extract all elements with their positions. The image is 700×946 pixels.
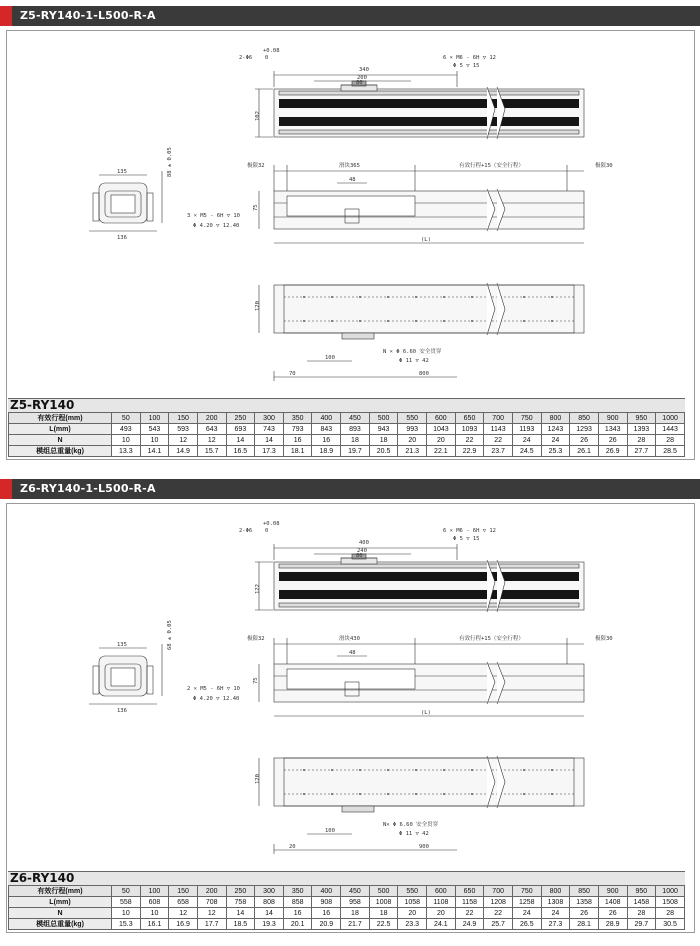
table-cell: 700 [484,413,513,424]
table-cell: 18 [369,435,398,446]
tol-zero: 0 [265,528,269,534]
row-label: 模组总重量(kg) [9,919,112,930]
end-view [89,171,162,231]
table-cell: 14 [255,435,284,446]
table-cell: 150 [169,886,198,897]
counterbore-label: Φ 5 ▽ 15 [453,536,480,542]
table-cell: 28.5 [656,446,685,457]
table-cell: 1408 [598,897,627,908]
table-cell: 28 [656,435,685,446]
table-cell: 28 [627,908,656,919]
table-cell: 400 [312,886,341,897]
dim-slider-80: 80 [356,553,363,559]
mount-bore-label: Φ 11 ▽ 42 [399,831,429,837]
table-cell: 12 [197,908,226,919]
table-cell: 808 [255,897,284,908]
table-cell: 608 [140,897,169,908]
table-row [9,446,685,457]
dim-height: 122 [255,584,261,594]
table-cell: 16.9 [169,919,198,930]
dim-height: 102 [255,111,261,121]
top-view [255,544,584,612]
side-view [259,165,584,243]
table-cell: 22 [455,435,484,446]
table-cell: 18.1 [283,446,312,457]
table-cell: 1143 [484,424,513,435]
top-view [255,71,584,139]
dim-bottom-120: 120 [255,774,261,784]
table-cell: 693 [226,424,255,435]
table-row [9,413,685,424]
side-screws-label: 2 × M5 - 6H ▽ 10 [187,686,240,692]
table-cell: 22.9 [455,446,484,457]
dim-bottom-70: 20 [289,844,296,850]
table-cell: 843 [312,424,341,435]
table-cell: 20.5 [369,446,398,457]
table-cell: 17.7 [197,919,226,930]
dim-bottom-100: 100 [325,828,335,834]
table-cell: 12 [169,435,198,446]
table-cell: 20 [398,435,427,446]
table-cell: 28.9 [598,919,627,930]
dim-end-136: 136 [117,235,127,241]
table-cell: 100 [140,413,169,424]
table-cell: 650 [455,886,484,897]
section-header [0,6,700,26]
dim-slider-80: 80 [356,80,363,86]
table-cell: 24 [512,435,541,446]
table-cell: 1058 [398,897,427,908]
table-cell: 27.7 [627,446,656,457]
table-cell: 20 [427,908,456,919]
table-cell: 20.1 [283,919,312,930]
table-cell: 750 [512,413,541,424]
table-cell: 600 [427,886,456,897]
side-screws-label: 3 × M5 - 6H ▽ 10 [187,213,240,219]
end-left-label: 极限32 [247,636,265,642]
table-cell: 26.9 [598,446,627,457]
dim-side-75: 75 [253,677,259,684]
model-name: Z6-RY140 [10,871,75,885]
table-cell: 16.5 [226,446,255,457]
table-cell: 18.5 [226,919,255,930]
table-cell: 1443 [656,424,685,435]
dim-side-48: 48 [349,650,356,656]
table-cell: 22.5 [369,919,398,930]
table-cell: 1008 [369,897,398,908]
side-bore-label: Φ 4.20 ▽ 12.40 [193,223,240,229]
table-cell: 1458 [627,897,656,908]
table-cell: 26.1 [570,446,599,457]
table-cell: 958 [341,897,370,908]
slider-length-label: 滑块430 [339,636,360,642]
table-cell: 993 [398,424,427,435]
table-cell: 14 [226,908,255,919]
table-cell: 19.3 [255,919,284,930]
table-cell: 600 [427,413,456,424]
table-cell: 14 [226,435,255,446]
table-cell: 29.7 [627,919,656,930]
table-cell: 1158 [455,897,484,908]
table-cell: 26 [598,908,627,919]
model-band [8,398,685,413]
table-cell: 950 [627,413,656,424]
table-cell: 10 [140,908,169,919]
table-cell: 27.3 [541,919,570,930]
table-cell: 150 [169,413,198,424]
stroke-label: 有效行程+15（安全行程） [459,636,524,642]
table-cell: 250 [226,413,255,424]
table-cell: 28 [656,908,685,919]
table-cell: 900 [598,413,627,424]
row-label: N [9,908,112,919]
stroke-label: 有效行程+15（安全行程） [459,163,524,169]
technical-drawing [7,31,694,459]
pin-holes-label: 2-Φ6 [239,55,253,61]
table-cell: 1293 [570,424,599,435]
table-cell: 1343 [598,424,627,435]
slider-length-label: 滑块365 [339,163,360,169]
section-title: Z6-RY140-1-L500-R-A [20,482,156,495]
dim-end-height: 88 ± 0.05 [167,147,173,177]
table-cell: 250 [226,886,255,897]
table-cell: 100 [140,886,169,897]
table-cell: 1093 [455,424,484,435]
table-cell: 26 [598,435,627,446]
tol-zero: 0 [265,55,269,61]
table-cell: 13.3 [112,446,141,457]
row-label: 模组总重量(kg) [9,446,112,457]
table-cell: 643 [197,424,226,435]
table-cell: 28.1 [570,919,599,930]
table-cell: 22.1 [427,446,456,457]
table-cell: 650 [455,413,484,424]
table-cell: 300 [255,886,284,897]
table-cell: 1108 [427,897,456,908]
table-cell: 22 [484,908,513,919]
table-cell: 700 [484,886,513,897]
table-cell: 26 [570,908,599,919]
table-cell: 1193 [512,424,541,435]
section-title: Z5-RY140-1-L500-R-A [20,9,156,22]
tol-plus: +0.08 [263,48,280,54]
spec-table [8,412,685,457]
table-cell: 14 [255,908,284,919]
table-cell: 950 [627,886,656,897]
dim-bottom-800: 900 [419,844,429,850]
dim-end-135: 135 [117,642,127,648]
table-cell: 25.7 [484,919,513,930]
table-cell: 10 [112,435,141,446]
row-label: N [9,435,112,446]
table-cell: 28 [627,435,656,446]
table-cell: 900 [598,886,627,897]
table-cell: 558 [112,897,141,908]
table-cell: 20 [398,908,427,919]
table-cell: 22 [455,908,484,919]
dim-side-75: 75 [253,204,259,211]
mount-bore-label: Φ 11 ▽ 42 [399,358,429,364]
table-cell: 10 [112,908,141,919]
end-view [89,644,162,704]
spec-table [8,885,685,930]
table-cell: 1043 [427,424,456,435]
table-cell: 493 [112,424,141,435]
table-cell: 18 [341,435,370,446]
table-cell: 24.1 [427,919,456,930]
header-accent-tab [0,479,12,499]
table-cell: 908 [312,897,341,908]
table-cell: 750 [512,886,541,897]
table-cell: 850 [570,886,599,897]
table-cell: 500 [369,886,398,897]
table-cell: 12 [197,435,226,446]
table-cell: 1258 [512,897,541,908]
table-cell: 658 [169,897,198,908]
table-cell: 26 [570,435,599,446]
end-right-label: 极限30 [595,636,613,642]
table-cell: 18 [369,908,398,919]
section-z6 [0,473,700,946]
screw-holes-label: 6 × M6 - 6H ▽ 12 [443,528,496,534]
drawing-frame [6,503,695,933]
table-cell: 15.7 [197,446,226,457]
table-cell: 543 [140,424,169,435]
table-cell: 1508 [656,897,685,908]
dim-hole-spacing: 200 [357,75,367,81]
table-cell: 200 [197,413,226,424]
table-cell: 17.3 [255,446,284,457]
table-cell: 708 [197,897,226,908]
table-cell: 19.7 [341,446,370,457]
table-cell: 16 [283,908,312,919]
table-cell: 22 [484,435,513,446]
table-row [9,886,685,897]
bottom-view [259,283,584,381]
dim-bottom-100: 100 [325,355,335,361]
end-right-label: 极限30 [595,163,613,169]
table-cell: 14.1 [140,446,169,457]
table-cell: 858 [283,897,312,908]
side-view [259,638,584,716]
table-cell: 743 [255,424,284,435]
table-cell: 300 [255,413,284,424]
table-cell: 1393 [627,424,656,435]
bottom-view [259,756,584,854]
table-cell: 893 [341,424,370,435]
table-cell: 12 [169,908,198,919]
drawing-frame [6,30,695,460]
table-cell: 21.3 [398,446,427,457]
counterbore-label: Φ 5 ▽ 15 [453,63,480,69]
table-cell: 24 [512,908,541,919]
tol-plus: +0.08 [263,521,280,527]
mount-holes-label: N × Φ 6.60 安全贯穿 [383,349,442,355]
table-cell: 24.5 [512,446,541,457]
table-cell: 1243 [541,424,570,435]
table-cell: 50 [112,886,141,897]
table-cell: 23.3 [398,919,427,930]
table-cell: 800 [541,413,570,424]
table-cell: 16 [283,435,312,446]
dim-bottom-70: 70 [289,371,296,377]
table-cell: 400 [312,413,341,424]
table-cell: 26.5 [512,919,541,930]
table-cell: 550 [398,886,427,897]
table-cell: 800 [541,886,570,897]
table-cell: 16.1 [140,919,169,930]
table-cell: 550 [398,413,427,424]
table-cell: 1358 [570,897,599,908]
total-length-label: (L) [421,710,431,716]
dim-end-136: 136 [117,708,127,714]
belt-bottom-strip [279,117,579,126]
table-cell: 593 [169,424,198,435]
row-label: 有效行程(mm) [9,886,112,897]
table-cell: 350 [283,413,312,424]
table-cell: 16 [312,435,341,446]
table-cell: 1308 [541,897,570,908]
model-band [8,871,685,886]
table-cell: 758 [226,897,255,908]
model-name: Z5-RY140 [10,398,75,412]
row-label: L(mm) [9,897,112,908]
mount-holes-label: N× Φ 6.60 安全贯穿 [383,822,439,828]
side-bore-label: Φ 4.20 ▽ 12.40 [193,696,240,702]
table-cell: 450 [341,413,370,424]
table-cell: 850 [570,413,599,424]
table-cell: 200 [197,886,226,897]
table-row [9,919,685,930]
total-length-label: (L) [421,237,431,243]
belt-bottom-strip [279,590,579,599]
table-cell: 793 [283,424,312,435]
table-cell: 24 [541,435,570,446]
belt-top-strip [279,572,579,581]
dim-end-135: 135 [117,169,127,175]
table-cell: 23.7 [484,446,513,457]
dim-overall-width: 340 [359,67,369,73]
table-row [9,424,685,435]
dim-end-height: 68 ± 0.05 [167,620,173,650]
header-accent-tab [0,6,12,26]
table-cell: 20.9 [312,919,341,930]
table-cell: 16 [312,908,341,919]
table-cell: 18.9 [312,446,341,457]
dim-hole-spacing: 240 [357,548,367,554]
pin-holes-label: 2-Φ6 [239,528,253,534]
end-left-label: 极限32 [247,163,265,169]
table-cell: 943 [369,424,398,435]
dim-side-48: 48 [349,177,356,183]
table-cell: 20 [427,435,456,446]
table-cell: 1208 [484,897,513,908]
technical-drawing [7,504,694,932]
table-cell: 21.7 [341,919,370,930]
table-cell: 1000 [656,413,685,424]
table-cell: 1000 [656,886,685,897]
table-row [9,435,685,446]
table-cell: 10 [140,435,169,446]
dim-bottom-120: 120 [255,301,261,311]
table-cell: 14.9 [169,446,198,457]
dim-overall-width: 400 [359,540,369,546]
screw-holes-label: 6 × M6 - 6H ▽ 12 [443,55,496,61]
table-cell: 25.3 [541,446,570,457]
table-cell: 24 [541,908,570,919]
table-cell: 450 [341,886,370,897]
row-label: 有效行程(mm) [9,413,112,424]
section-header [0,479,700,499]
table-cell: 18 [341,908,370,919]
row-label: L(mm) [9,424,112,435]
table-row [9,897,685,908]
table-cell: 500 [369,413,398,424]
dim-bottom-800: 800 [419,371,429,377]
table-cell: 30.5 [656,919,685,930]
belt-top-strip [279,99,579,108]
table-cell: 15.3 [112,919,141,930]
table-cell: 350 [283,886,312,897]
table-cell: 50 [112,413,141,424]
table-row [9,908,685,919]
table-cell: 24.9 [455,919,484,930]
